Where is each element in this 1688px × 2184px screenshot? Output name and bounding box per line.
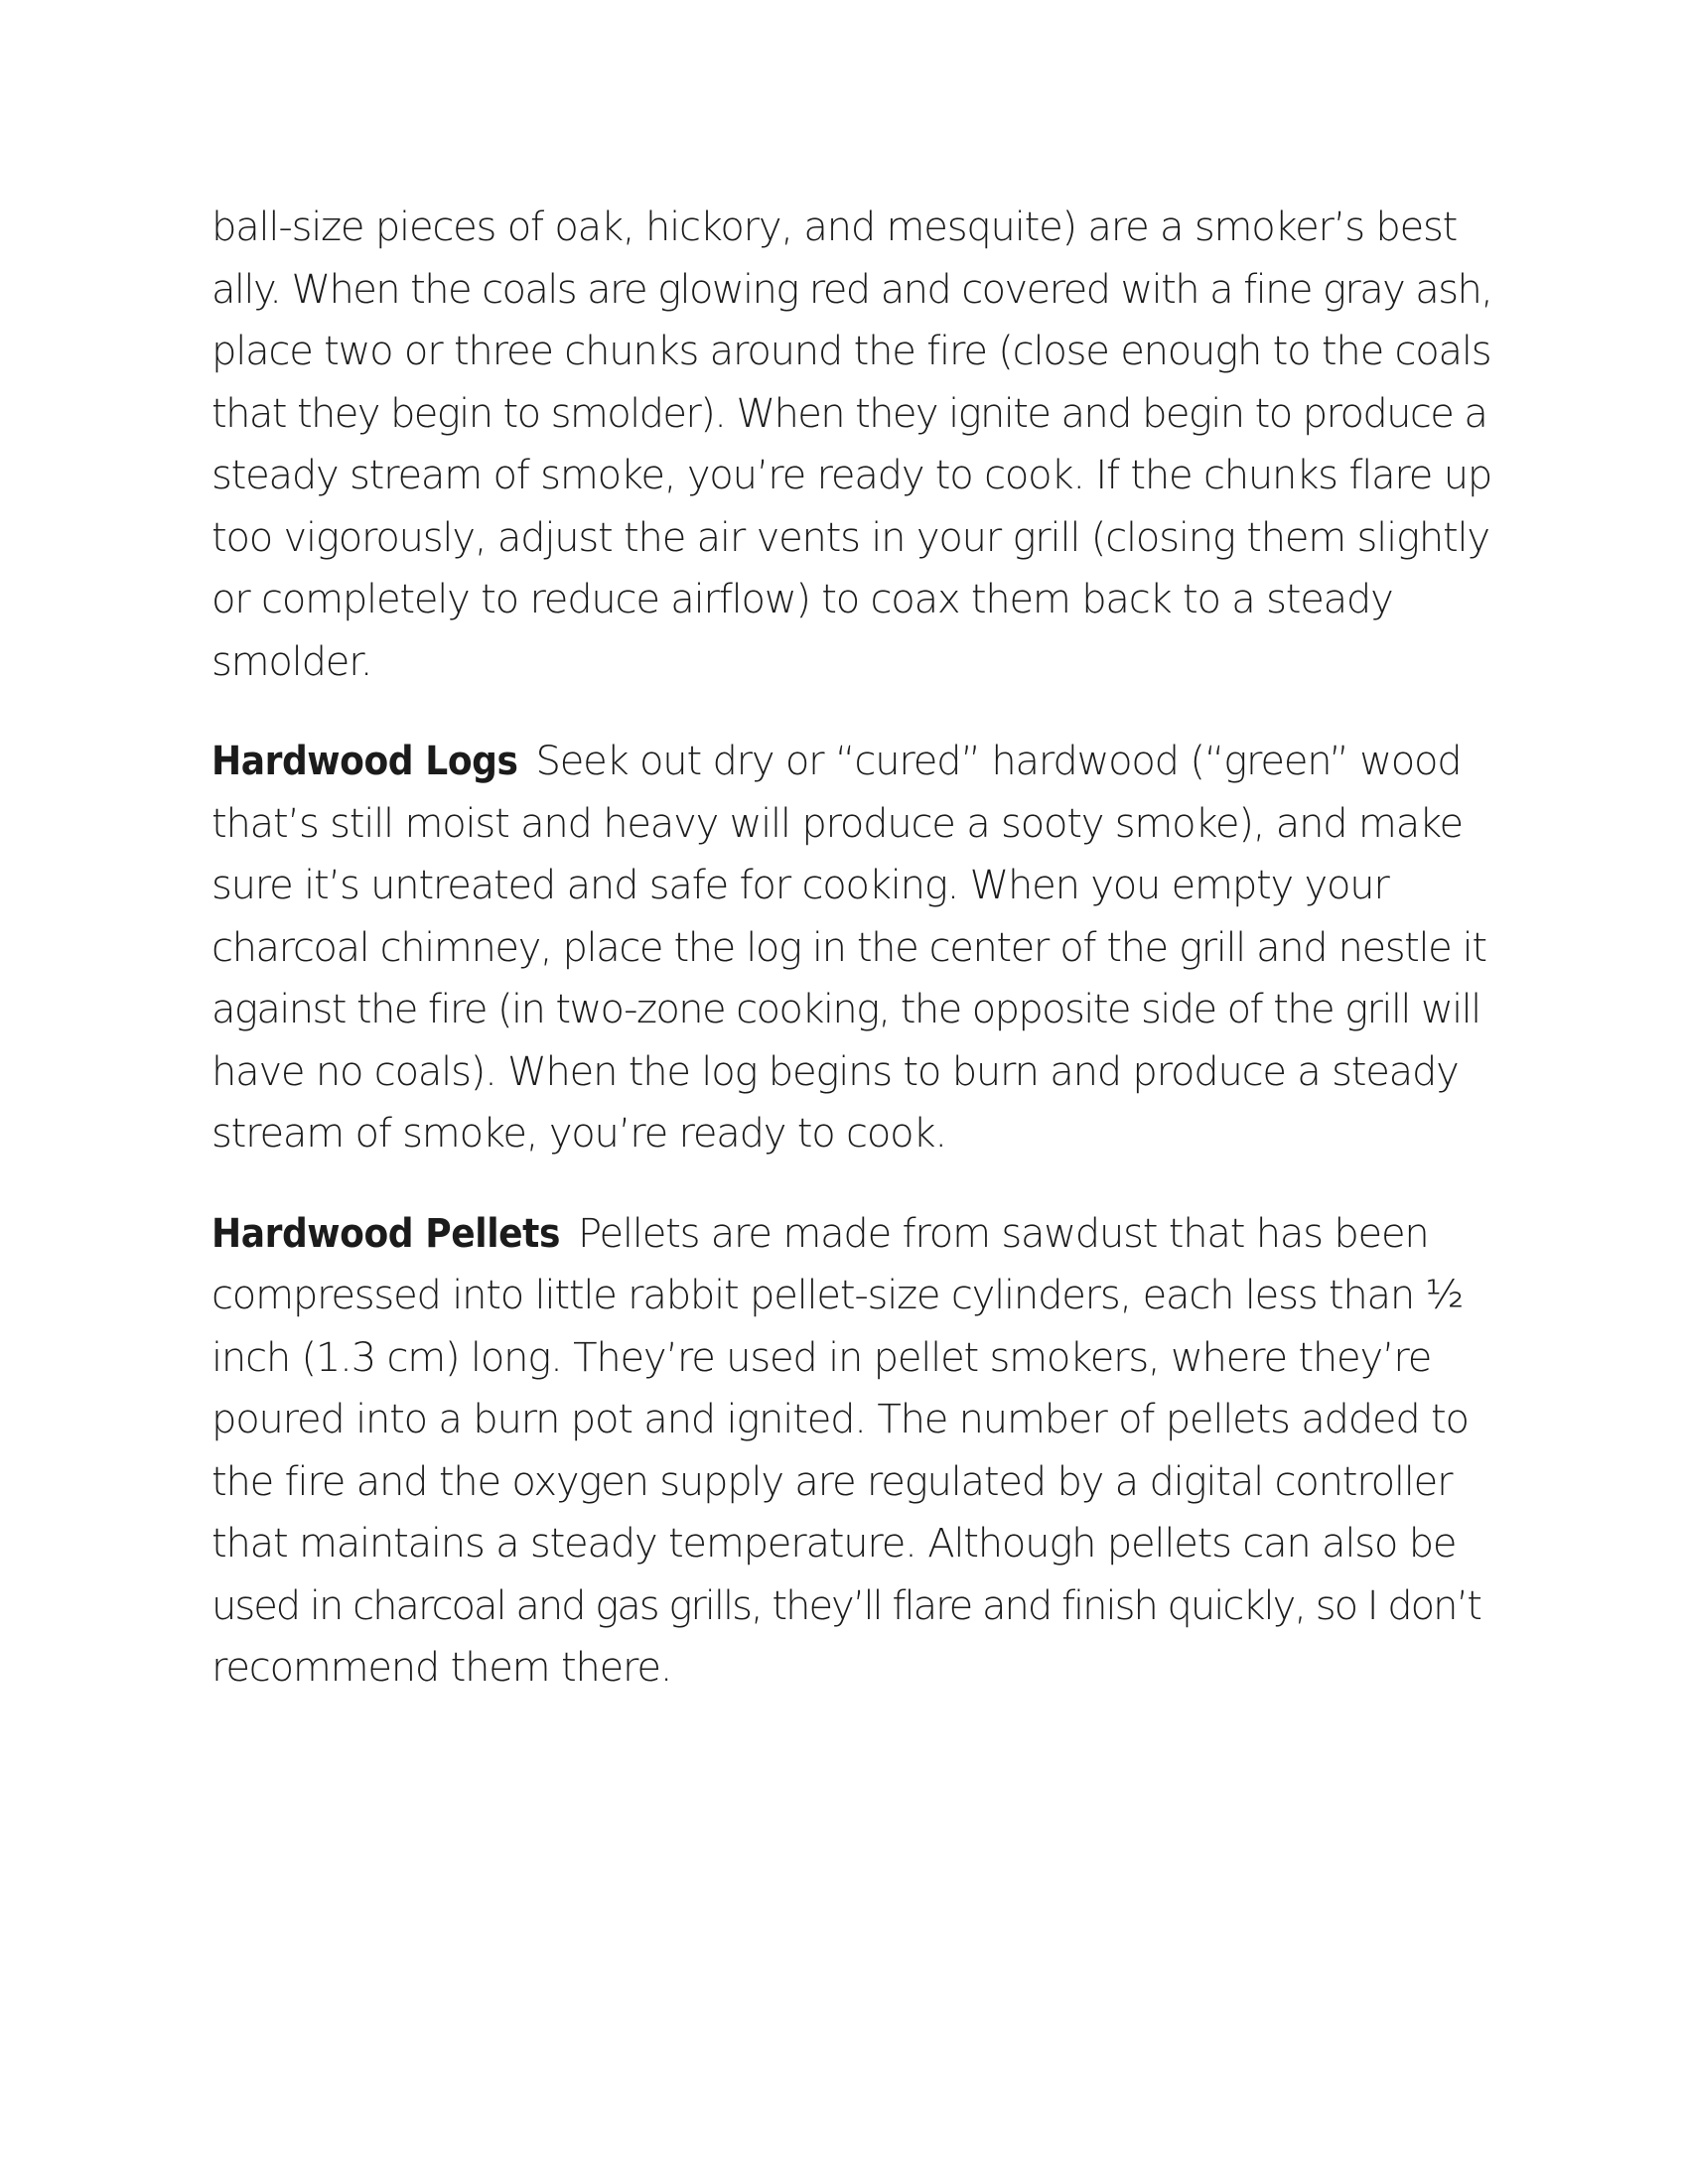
text-line: sure it’s untreated and safe for cooking. When you empty your [211,863,1389,908]
text-run: Seek out dry or “cured” hardwood (“green” wood [535,739,1462,784]
text-line: place two or three chunks around the fire (close enough to the coals [211,329,1491,374]
text-line: compressed into little rabbit pellet-size cylinders, each less than ½ [211,1273,1464,1318]
text-line: against the fire (in two-zone cooking, the opposite side of the grill will [211,987,1480,1032]
text-line: poured into a burn pot and ignited. The number of pellets added to [211,1397,1469,1442]
text-line: or completely to reduce airflow) to coax them back to a steady [211,577,1393,622]
text-line: smolder. [211,638,372,685]
text-body [211,197,1492,1737]
hardwood-pellets-heading: Hardwood Pellets [211,1210,560,1257]
text-line: steady stream of smoke, you’re ready to cook. If the chunks flare up [211,453,1492,498]
text-line: recommend them there. [211,1645,672,1691]
text-line: stream of smoke, you’re ready to cook. [211,1111,946,1157]
text-line: have no coals). When the log begins to burn and produce a steady [211,1048,1459,1095]
hardwood-logs-heading: Hardwood Logs [211,739,518,784]
text-line: used in charcoal and gas grills, they’ll flare and finish quickly, so I don’t [211,1582,1480,1629]
hardwood-logs-paragraph [211,731,1492,1165]
text-line [211,1203,1492,1266]
text-line: ball-size pieces of oak, hickory, and mesquite) are a smoker’s best [211,205,1458,250]
text-line [211,731,1492,793]
text-line: the fire and the oxygen supply are regulated by a digital controller [211,1458,1453,1505]
text-line: that maintains a steady temperature. Although pellets can also be [211,1521,1457,1567]
text-line: that’s still moist and heavy will produce a sooty smoke), and make [211,800,1463,847]
text-line: inch (1.3 cm) long. They’re used in pellet smokers, where they’re [211,1334,1432,1381]
text-line: too vigorously, adjust the air vents in your grill (closing them slightly [211,514,1489,561]
text-line: charcoal chimney, place the log in the center of the grill and nestle it [211,924,1486,971]
text-line: ally. When the coals are glowing red and covered with a fine gray ash, [211,266,1492,313]
hardwood-pellets-paragraph [211,1203,1492,1700]
text-line: that they begin to smolder). When they ignite and begin to produce a [211,390,1487,437]
intro-paragraph [211,197,1492,693]
text-run: Pellets are made from sawdust that has been [577,1210,1429,1257]
